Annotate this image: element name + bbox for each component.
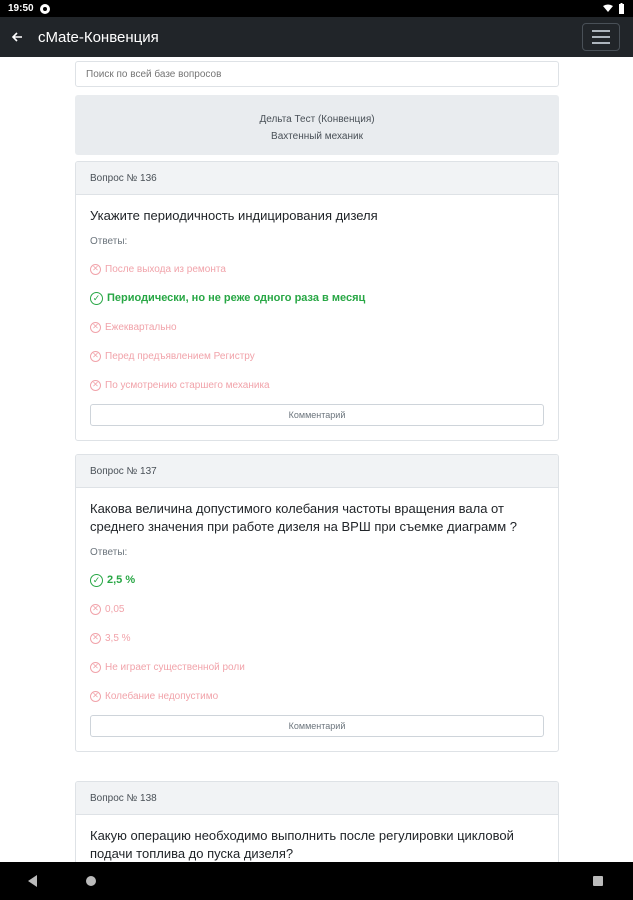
check-circle-icon: ✓ [90,292,103,305]
nav-home-icon[interactable] [86,876,96,886]
status-icons [603,3,625,14]
x-circle-icon: ✕ [90,662,101,673]
x-circle-icon: ✕ [90,633,101,644]
battery-icon [618,3,625,14]
x-circle-icon: ✕ [90,351,101,362]
answer-option: ✕ 0,05 [90,602,544,616]
question-text: Какова величина допустимого колебания частоты вращения вала от среднего значения при работе дизеля на ВРШ при съемке диаграмм ? [90,501,517,534]
question-card [75,781,559,862]
question-number: Вопрос № 138 [76,782,558,815]
status-time: 19:50 [8,3,34,14]
answers-label: Ответы: [90,547,128,558]
test-subtitle: Вахтенный механик [271,131,363,142]
main-content [0,57,633,862]
answer-option: ✕ Перед предъявлением Регистру [90,349,544,363]
test-title: Дельта Тест (Конвенция) [259,114,375,125]
answer-option-correct: ✓ Периодически, но не реже одного раза в месяц [90,291,544,305]
x-circle-icon: ✕ [90,604,101,615]
answer-option: ✕ 3,5 % [90,631,544,645]
arrow-left-icon [11,31,23,43]
question-card [75,161,559,441]
answer-option: ✕ Колебание недопустимо [90,689,544,703]
comment-button[interactable]: Комментарий [90,404,544,426]
answer-option: ✕ Не играет существенной роли [90,660,544,674]
search-input[interactable] [75,61,559,87]
question-text: Какую операцию необходимо выполнить после регулировки цикловой подачи топлива до пуска дизеля? [90,828,514,861]
answer-option: ✕ Ежеквартально [90,320,544,334]
question-text: Укажите периодичность индицирования дизеля [90,208,378,223]
answer-option: ✕ После выхода из ремонта [90,262,544,276]
question-number: Вопрос № 136 [76,162,558,195]
app-toolbar [0,17,633,57]
back-button[interactable] [0,27,34,48]
question-number: Вопрос № 137 [76,455,558,488]
x-circle-icon: ✕ [90,264,101,275]
hamburger-icon [592,30,610,32]
nav-recents-icon[interactable] [593,876,603,886]
question-card [75,454,559,752]
comment-button[interactable]: Комментарий [90,715,544,737]
status-bar [0,0,633,17]
system-nav-bar [0,862,633,900]
x-circle-icon: ✕ [90,380,101,391]
x-circle-icon: ✕ [90,322,101,333]
answer-option-correct: ✓ 2,5 % [90,573,544,587]
notification-icon [40,4,50,14]
x-circle-icon: ✕ [90,691,101,702]
menu-button[interactable] [582,23,620,51]
app-title: cMate-Конвенция [38,28,159,46]
check-circle-icon: ✓ [90,574,103,587]
answer-option: ✕ По усмотрению старшего механика [90,378,544,392]
wifi-icon [603,4,613,13]
test-header [75,95,559,155]
nav-back-icon[interactable] [28,875,37,887]
answers-label: Ответы: [90,236,128,247]
